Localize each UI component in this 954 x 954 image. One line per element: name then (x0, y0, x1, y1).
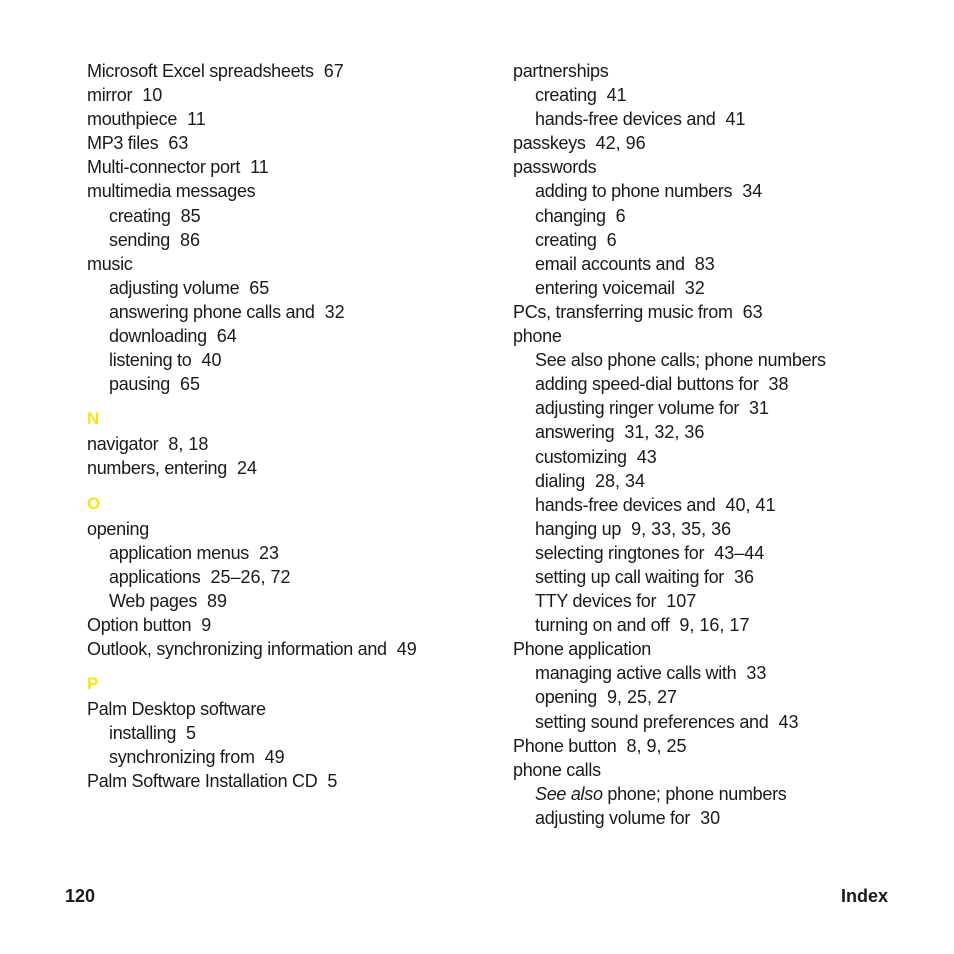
index-term: adding to phone numbers (535, 181, 733, 202)
index-entry (87, 252, 487, 276)
index-page-refs: 42, 96 (595, 133, 646, 154)
index-term: installing (109, 723, 177, 744)
index-term: Multi-connector port (87, 157, 241, 178)
index-page-refs: 43 (636, 446, 657, 467)
index-page-refs: 49 (264, 747, 285, 768)
index-term: setting sound preferences and (535, 711, 769, 732)
index-term: managing active calls with (535, 663, 737, 684)
index-page-refs: 40 (201, 350, 222, 371)
index-term: Option button (87, 614, 192, 635)
index-term: mouthpiece (87, 109, 178, 130)
index-term: downloading (109, 326, 207, 347)
index-term: creating (535, 85, 597, 106)
index-page-refs: 86 (179, 229, 200, 250)
index-term: MP3 files (87, 133, 159, 154)
index-page-refs: 9, 16, 17 (679, 615, 750, 636)
index-term: passkeys (513, 133, 586, 154)
index-subentry (513, 710, 913, 734)
index-subentry (513, 661, 913, 685)
index-term: hands-free devices and (535, 109, 716, 130)
index-page-refs: 41 (606, 85, 627, 106)
index-entry (513, 758, 913, 782)
index-page-refs: 85 (180, 205, 201, 226)
index-subentry (513, 83, 913, 107)
index-page-refs: 8, 18 (168, 434, 209, 455)
index-page-refs: 40, 41 (725, 494, 776, 515)
index-term: pausing (109, 374, 170, 395)
index-subentry (513, 348, 913, 372)
index-term: entering voicemail (535, 277, 675, 298)
index-term: changing (535, 205, 606, 226)
index-subentry (513, 685, 913, 709)
index-term: creating (109, 205, 171, 226)
index-term: opening (87, 518, 149, 539)
index-entry (87, 456, 487, 480)
index-entry (87, 613, 487, 637)
index-page-refs: 5 (327, 771, 338, 792)
index-term: hands-free devices and (535, 494, 716, 515)
index-page-refs: 5 (186, 723, 197, 744)
index-entry (513, 131, 913, 155)
index-entry (87, 59, 487, 83)
index-entry (513, 300, 913, 324)
index-term: TTY devices for (535, 591, 657, 612)
index-subentry (513, 613, 913, 637)
index-term: Web pages (109, 590, 198, 611)
index-column-right (513, 59, 913, 830)
index-term: adjusting volume for (535, 807, 691, 828)
index-page-refs: 38 (768, 374, 789, 395)
index-term: Phone application (513, 639, 652, 660)
index-entry (87, 517, 487, 541)
index-page-refs: 49 (396, 638, 417, 659)
index-term: partnerships (513, 61, 609, 81)
index-term: Outlook, synchronizing information and (87, 638, 387, 659)
index-page-refs: 10 (142, 85, 163, 106)
index-page-refs: 64 (216, 326, 237, 347)
index-page-refs: 33 (746, 663, 767, 684)
index-entry (513, 324, 913, 348)
index-term: Palm Software Installation CD (87, 771, 318, 792)
index-term: dialing (535, 470, 585, 491)
index-term: Microsoft Excel spreadsheets (87, 61, 314, 81)
index-page-refs: 83 (694, 253, 715, 274)
index-entry (513, 734, 913, 758)
index-page-refs: 63 (168, 133, 189, 154)
index-subentry (513, 589, 913, 613)
index-page-refs: 43 (778, 711, 799, 732)
index-subentry (513, 517, 913, 541)
index-page-refs: 63 (742, 301, 763, 322)
index-term: PCs, transferring music from (513, 301, 733, 322)
index-term: phone calls (513, 759, 601, 780)
index-subentry (513, 469, 913, 493)
index-term: adding speed-dial buttons for (535, 374, 759, 395)
index-term: answering (535, 422, 615, 443)
index-page-refs: 89 (207, 590, 228, 611)
index-entry (87, 637, 487, 661)
index-term: phone; phone numbers (607, 783, 787, 804)
index-term: selecting ringtones for (535, 542, 705, 563)
index-subentry (513, 372, 913, 396)
index-subentry (87, 565, 487, 589)
index-term: numbers, entering (87, 458, 227, 479)
index-term: email accounts and (535, 253, 685, 274)
index-term: See also phone calls; phone numbers (535, 350, 826, 371)
index-page-refs: 24 (236, 458, 258, 479)
index-entry (87, 107, 487, 131)
index-subentry (513, 276, 913, 300)
index-page-refs: 32 (684, 277, 705, 298)
index-page-refs: 65 (249, 277, 270, 298)
index-page-refs: 11 (187, 109, 206, 130)
index-term: Phone button (513, 735, 617, 756)
index-entry (513, 155, 913, 179)
index-subentry (513, 204, 913, 228)
index-page-refs: 6 (606, 229, 617, 250)
index-subentry (513, 493, 913, 517)
index-page-refs: 43–44 (714, 542, 765, 563)
index-term: setting up call waiting for (535, 566, 725, 587)
index-page-refs: 65 (179, 374, 200, 395)
index-letter-heading: N (87, 409, 100, 429)
index-subentry (513, 420, 913, 444)
index-page-refs: 67 (323, 61, 344, 81)
index-term: phone (513, 326, 562, 347)
index-term: navigator (87, 434, 159, 455)
index-see-also-prefix: See also (535, 783, 603, 804)
index-term: passwords (513, 157, 597, 178)
index-term: synchronizing from (109, 747, 255, 768)
index-subentry (513, 228, 913, 252)
index-page-refs: 8, 9, 25 (626, 735, 687, 756)
index-entry (87, 155, 487, 179)
index-page-refs: 41 (725, 109, 746, 130)
index-subentry (513, 252, 913, 276)
index-entry (87, 83, 487, 107)
index-term: opening (535, 687, 597, 708)
index-entry (513, 637, 913, 661)
page-number: 120 (65, 886, 96, 906)
index-term: music (87, 253, 133, 274)
index-term: customizing (535, 446, 627, 467)
index-page-refs: 25–26, 72 (210, 566, 291, 587)
index-term: turning on and off (535, 615, 670, 636)
index-term: adjusting volume (109, 277, 240, 298)
index-entry (87, 432, 487, 456)
index-letter-heading: P (87, 674, 99, 694)
index-page-refs: 9 (201, 614, 212, 635)
index-column-left (87, 59, 487, 793)
index-subentry (87, 745, 487, 769)
index-subentry (87, 348, 487, 372)
index-letter-heading: O (87, 493, 101, 513)
index-subentry (513, 107, 913, 131)
index-page-refs: 28, 34 (594, 470, 645, 491)
index-subentry (87, 228, 487, 252)
index-page-refs: 23 (259, 542, 280, 563)
index-subentry (513, 179, 913, 203)
index-page-refs: 34 (742, 181, 763, 202)
index-entry (87, 131, 487, 155)
index-page-refs: 31, 32, 36 (624, 422, 705, 443)
index-subentry (87, 589, 487, 613)
section-name: Index (840, 886, 888, 906)
index-term: listening to (109, 350, 192, 371)
index-page-refs: 32 (324, 301, 345, 322)
index-entry (513, 59, 913, 83)
index-term: applications (109, 566, 201, 587)
index-term: multimedia messages (87, 181, 256, 202)
index-subentry (87, 276, 487, 300)
index-entry (87, 179, 487, 203)
index-subentry (87, 721, 487, 745)
index-page-refs: 6 (615, 205, 626, 226)
index-term: adjusting ringer volume for (535, 398, 740, 419)
index-term: Palm Desktop software (87, 699, 266, 720)
index-subentry (513, 396, 913, 420)
index-term: creating (535, 229, 597, 250)
index-term: sending (109, 229, 170, 250)
index-subentry (513, 541, 913, 565)
index-entry (87, 769, 487, 793)
index-subentry (513, 445, 913, 469)
index-page-refs: 11 (250, 157, 269, 178)
index-subentry (87, 204, 487, 228)
index-subentry (513, 782, 913, 806)
index-term: hanging up (535, 518, 622, 539)
index-page-refs: 9, 25, 27 (606, 687, 678, 708)
index-subentry (87, 300, 487, 324)
index-subentry (513, 565, 913, 589)
index-subentry (87, 541, 487, 565)
index-page-refs: 31 (749, 398, 770, 419)
index-subentry (87, 324, 487, 348)
index-page-refs: 36 (734, 566, 755, 587)
index-term: mirror (87, 85, 133, 106)
index-page-refs: 9, 33, 35, 36 (631, 518, 732, 539)
index-subentry (513, 806, 913, 830)
index-subentry (87, 372, 487, 396)
index-entry (87, 697, 487, 721)
index-page-refs: 107 (666, 591, 697, 612)
index-term: application menus (109, 542, 249, 563)
index-term: answering phone calls and (109, 301, 315, 322)
index-page-refs: 30 (700, 807, 721, 828)
